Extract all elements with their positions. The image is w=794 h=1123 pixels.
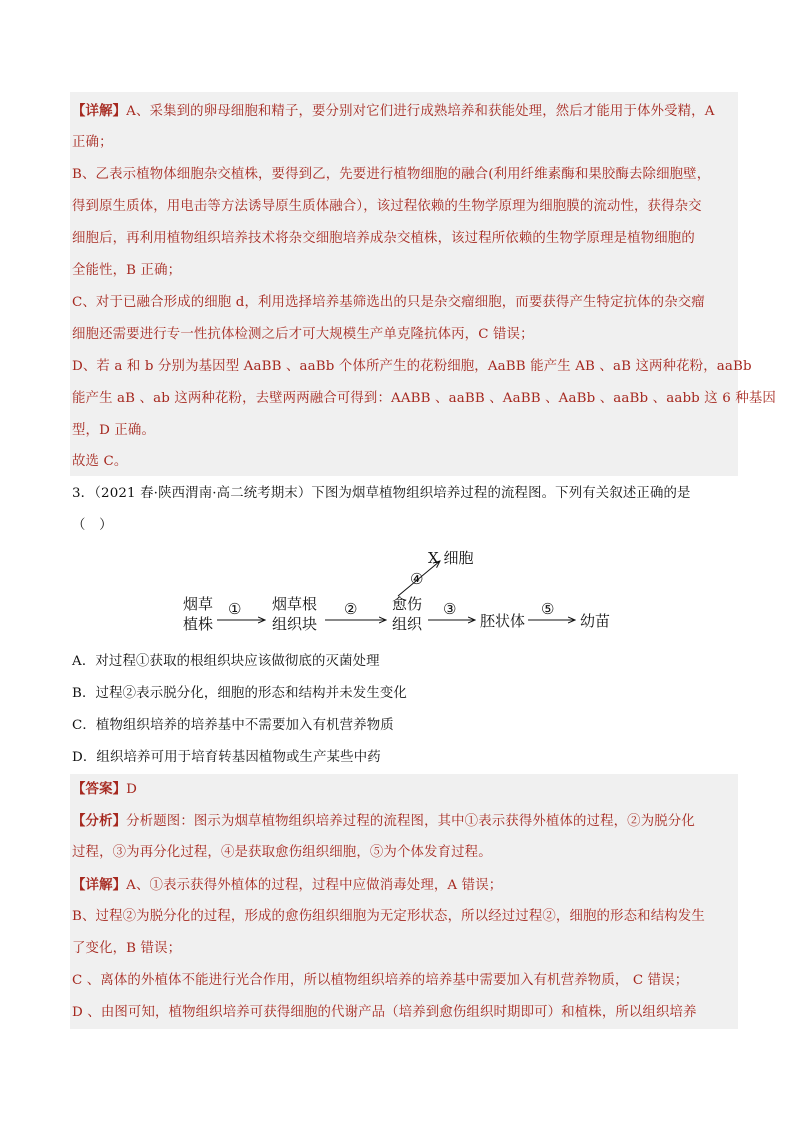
- detail1-line-10: 能产生 aB 、ab 这两种花粉，去壁两两融合可得到：AABB 、aaBB 、AaBB 、AaBb 、aaBb 、aabb 这 6 种基因: [72, 391, 776, 406]
- node-embryo: 胚状体: [480, 612, 526, 630]
- flow-diagram: [0, 543, 794, 643]
- option-c: C．植物组织培养的培养基中不需要加入有机营养物质: [72, 718, 394, 733]
- node-root-1: 烟草根: [272, 595, 318, 613]
- detail2-line-a: 【详解】A、①表示获得外植体的过程，过程中应做消毒处理，A 错误；: [72, 877, 503, 893]
- detail1-line-12: 故选 C。: [72, 454, 128, 469]
- node-root-2: 组织块: [272, 615, 318, 633]
- detail2-line-c: C 、离体的外植体不能进行光合作用，所以植物组织培养的培养基中需要加入有机营养物质， C 错误；: [72, 973, 689, 988]
- node-callus-1: 愈伤: [392, 595, 423, 613]
- explanation-background: [70, 92, 738, 476]
- answer-tag: 【答案】: [72, 781, 127, 797]
- detail1-line-9: D、若 a 和 b 分别为基因型 AaBB 、aaBb 个体所产生的花粉细胞，AaBB 能产生 AB 、aB 这两种花粉，aaBb: [72, 359, 752, 374]
- detail2-line-b1: B、过程②为脱分化的过程，形成的愈伤组织细胞为无定形状态，所以经过过程②，细胞的形态和结构发生: [72, 909, 705, 924]
- step-3-label: ③: [443, 600, 457, 618]
- detail-tag: 【详解】: [72, 103, 127, 119]
- question-stem: 3．（2021 春·陕西渭南·高二统考期末）下图为烟草植物组织培养过程的流程图。下列有关叙述正确的是: [72, 486, 691, 501]
- analysis-line-2: 过程，③为再分化过程，④是获取愈伤组织细胞，⑤为个体发育过程。: [72, 845, 492, 860]
- step-1-label: ①: [228, 600, 242, 618]
- detail1-line-11: 型，D 正确。: [72, 423, 155, 438]
- question-blank: （ ）: [72, 518, 113, 533]
- step-5-label: ⑤: [541, 600, 555, 618]
- detail1-line-2: 正确；: [72, 135, 113, 150]
- analysis-line-1: 【分析】分析题图：图示为烟草植物组织培养过程的流程图，其中①表示获得外植体的过程，②为脱分化: [72, 813, 695, 829]
- detail1-line-6: 全能性，B 正确；: [72, 263, 182, 278]
- step-2-label: ②: [344, 600, 358, 618]
- node-x-cell: X 细胞: [428, 549, 474, 567]
- detail2-tag: 【详解】: [72, 877, 127, 893]
- detail1-line-1: 【详解】A、采集到的卵母细胞和精子，要分别对它们进行成熟培养和获能处理，然后才能用于体外受精，A: [72, 103, 715, 119]
- step-4-label: ④: [410, 570, 424, 588]
- answer-value: D: [126, 782, 138, 797]
- analysis-tag: 【分析】: [72, 813, 127, 829]
- detail1-line-7: C、对于已融合形成的细胞 d，利用选择培养基筛选出的只是杂交瘤细胞，而要获得产生特定抗体的杂交瘤: [72, 295, 705, 310]
- option-a: A．对过程①获取的根组织块应该做彻底的灭菌处理: [72, 654, 380, 669]
- node-callus-2: 组织: [392, 615, 423, 633]
- option-b: B．过程②表示脱分化，细胞的形态和结构并未发生变化: [72, 686, 407, 701]
- detail1-line-5: 细胞后，再利用植物组织培养技术将杂交细胞培养成杂交植株，该过程所依赖的生物学原理是植物细胞的: [72, 231, 695, 246]
- node-seedling: 幼苗: [580, 612, 611, 630]
- answer-line: [72, 779, 137, 800]
- detail2-line-b2: 了变化，B 错误；: [72, 941, 182, 956]
- detail1-line-8: 细胞还需要进行专一性抗体检测之后才可大规模生产单克隆抗体丙，C 错误；: [72, 327, 534, 342]
- detail1-line-4: 得到原生质体，用电击等方法诱导原生质体融合），该过程依赖的生物学原理为细胞膜的流动性，获得杂交: [72, 199, 702, 214]
- node-plant-2: 植株: [183, 615, 214, 633]
- node-plant-1: 烟草: [183, 595, 214, 613]
- detail2-line-d: D 、由图可知，植物组织培养可获得细胞的代谢产品（培养到愈伤组织时期即可）和植株，所以组织培养: [72, 1005, 697, 1020]
- option-d: D．组织培养可用于培育转基因植物或生产某些中药: [72, 750, 381, 765]
- detail1-line-3: B、乙表示植物体细胞杂交植株，要得到乙，先要进行植物细胞的融合(利用纤维素酶和果胶酶去除细胞壁，: [72, 167, 711, 182]
